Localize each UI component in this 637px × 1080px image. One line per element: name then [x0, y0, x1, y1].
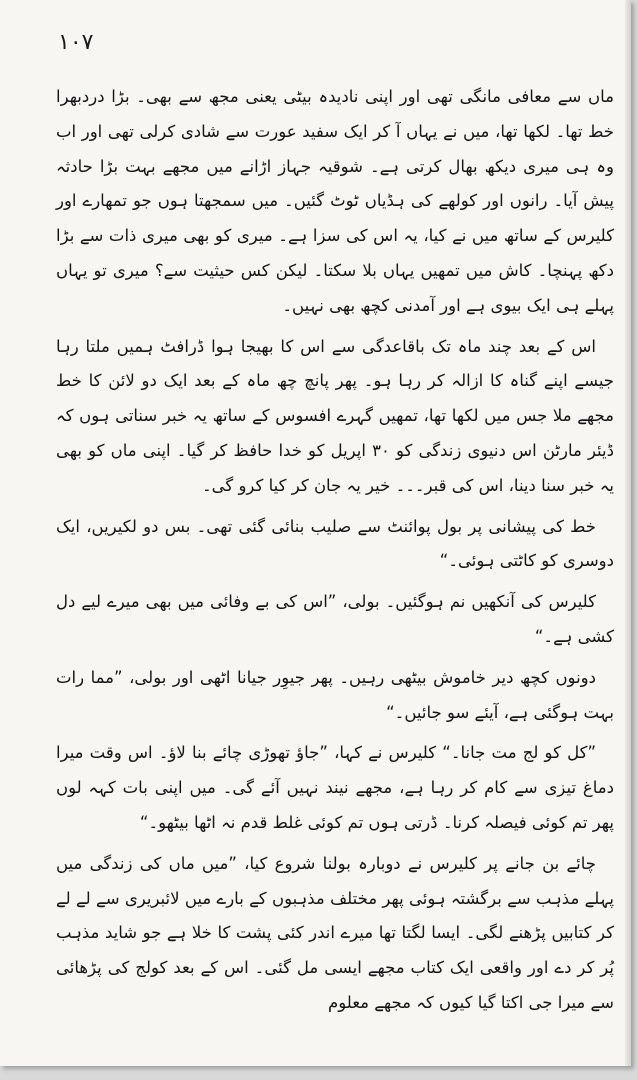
paragraph-3: خط کی پیشانی پر بول پوائنٹ سے صلیب بنائی گئی تھی۔ بس دو لکیریں، ایک دوسری کو کاٹتی ہوئی۔“	[56, 516, 614, 571]
paragraph-5: دونوں کچھ دیر خاموش بیٹھی رہیں۔ پھر جیوِر جیانا اٹھی اور بولی، ”مما رات بہت ہوگئی ہے، آیئے سو جائیں۔“	[56, 667, 614, 722]
paragraph-1: ماں سے معافی مانگی تھی اور اپنی نادیدہ بیٹی یعنی مجھ سے بھی۔ بڑا دردبھرا خط تھا۔ لکھا تھا، میں نے یہاں آ کر ایک سفید عورت سے شادی کرلی تھی اور اب وہ ہی میری دیکھ بھال کرتی ہے۔ شوقیہ جہاز اڑانے میں مجھے بہت بڑا حادثہ پیش آیا۔ رانوں اور کولھے کی ہڈیاں ٹوٹ گئیں۔ میں سمجھتا ہوں جو تمھارے اور کلیرس کے ساتھ میں نے کیا، یہ اس کی سزا ہے۔ میری کو بھی میری ذات سے بڑا دکھ پہنچا۔ کاش میں تمھیں یہاں بلا سکتا۔ لیکن کس حیثیت سے؟ میری تو یہاں پہلے ہی ایک بیوی ہے اور آمدنی کچھ بھی نہیں۔	[56, 87, 614, 315]
page-edge-shadow	[625, 0, 631, 1066]
paragraph-4: کلیرس کی آنکھیں نم ہوگئیں۔ بولی، ”اس کی بے وفائی میں بھی میرے لیے دل کشی ہے۔“	[56, 592, 614, 646]
paragraph-6: ”کل کو لج مت جانا۔“ کلیرس نے کہا، ”جاؤ تھوڑی چائے بنا لاؤ۔ اس وقت میرا دماغ تیزی سے کام کر رہا ہے، مجھے نیند نہیں آئے گی۔ میں اپنی بات کہہ لوں پھر تم کوئی فیصلہ کرنا۔ ڈرتی ہوں تم کوئی غلط قدم نہ اٹھا بیٹھو۔“	[56, 743, 614, 832]
page-number: ۱۰۷	[58, 30, 94, 55]
page-body	[56, 80, 614, 1027]
paragraph-7: چائے بن جانے پر کلیرس نے دوبارہ بولنا شروع کیا، ”میں ماں کی زندگی میں پہلے مذہب سے برگشتہ ہوئی پھر مختلف مذہبوں کے بارے میں لائبریری سے لے لے کر کتابیں پڑھنے لگی۔ ایسا لگتا تھا میرے اندر کئی پشت کا خلا ہے جو شاید مذہب پُر کر دے اور واقعی ایک کتاب مجھے ایسی مل گئی۔ اس کے بعد کولج کی پڑھائی سے میرا جی اکتا گیا کیوں کہ مجھے معلوم	[56, 853, 614, 1012]
paragraph-2: اس کے بعد چند ماہ تک باقاعدگی سے اس کا بھیجا ہوا ڈرافٹ ہمیں ملتا رہا جیسے اپنے گناہ کا ازالہ کر رہا ہو۔ پھر پانچ چھ ماہ کے بعد ایک دو لائن کا خط مجھے ملا جس میں لکھا تھا، تمھیں گہرے افسوس کے ساتھ یہ خبر سناتی ہوں کہ ڈیئر مارٹن اس دنیوی زندگی کو ۳۰ اپریل کو خدا حافظ کر گیا۔ اپنی ماں کو بھی یہ خبر سنا دینا، اس کی قبر۔۔۔ خیر یہ جان کر کیا کرو گی۔	[56, 336, 614, 495]
